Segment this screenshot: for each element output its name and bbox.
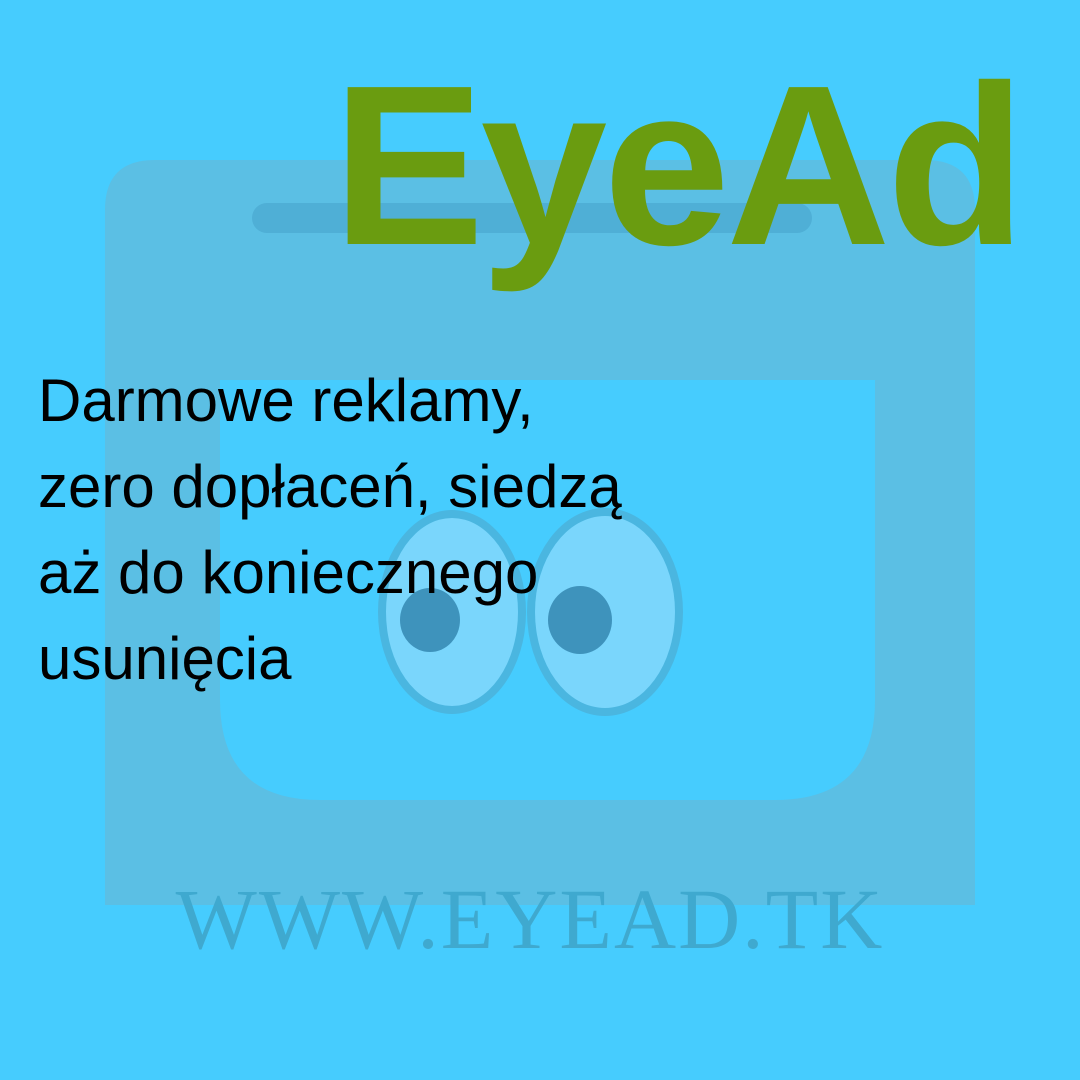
- website-url: WWW.EYEAD.TK: [175, 871, 885, 967]
- tagline: [38, 358, 798, 702]
- tagline-line: aż do koniecznego: [38, 539, 539, 606]
- tagline-line: usunięcia: [38, 625, 292, 692]
- tagline-line: zero dopłaceń, siedzą: [38, 453, 622, 520]
- tagline-line: Darmowe reklamy,: [38, 367, 534, 434]
- brand-title: EyeAd: [332, 39, 1022, 293]
